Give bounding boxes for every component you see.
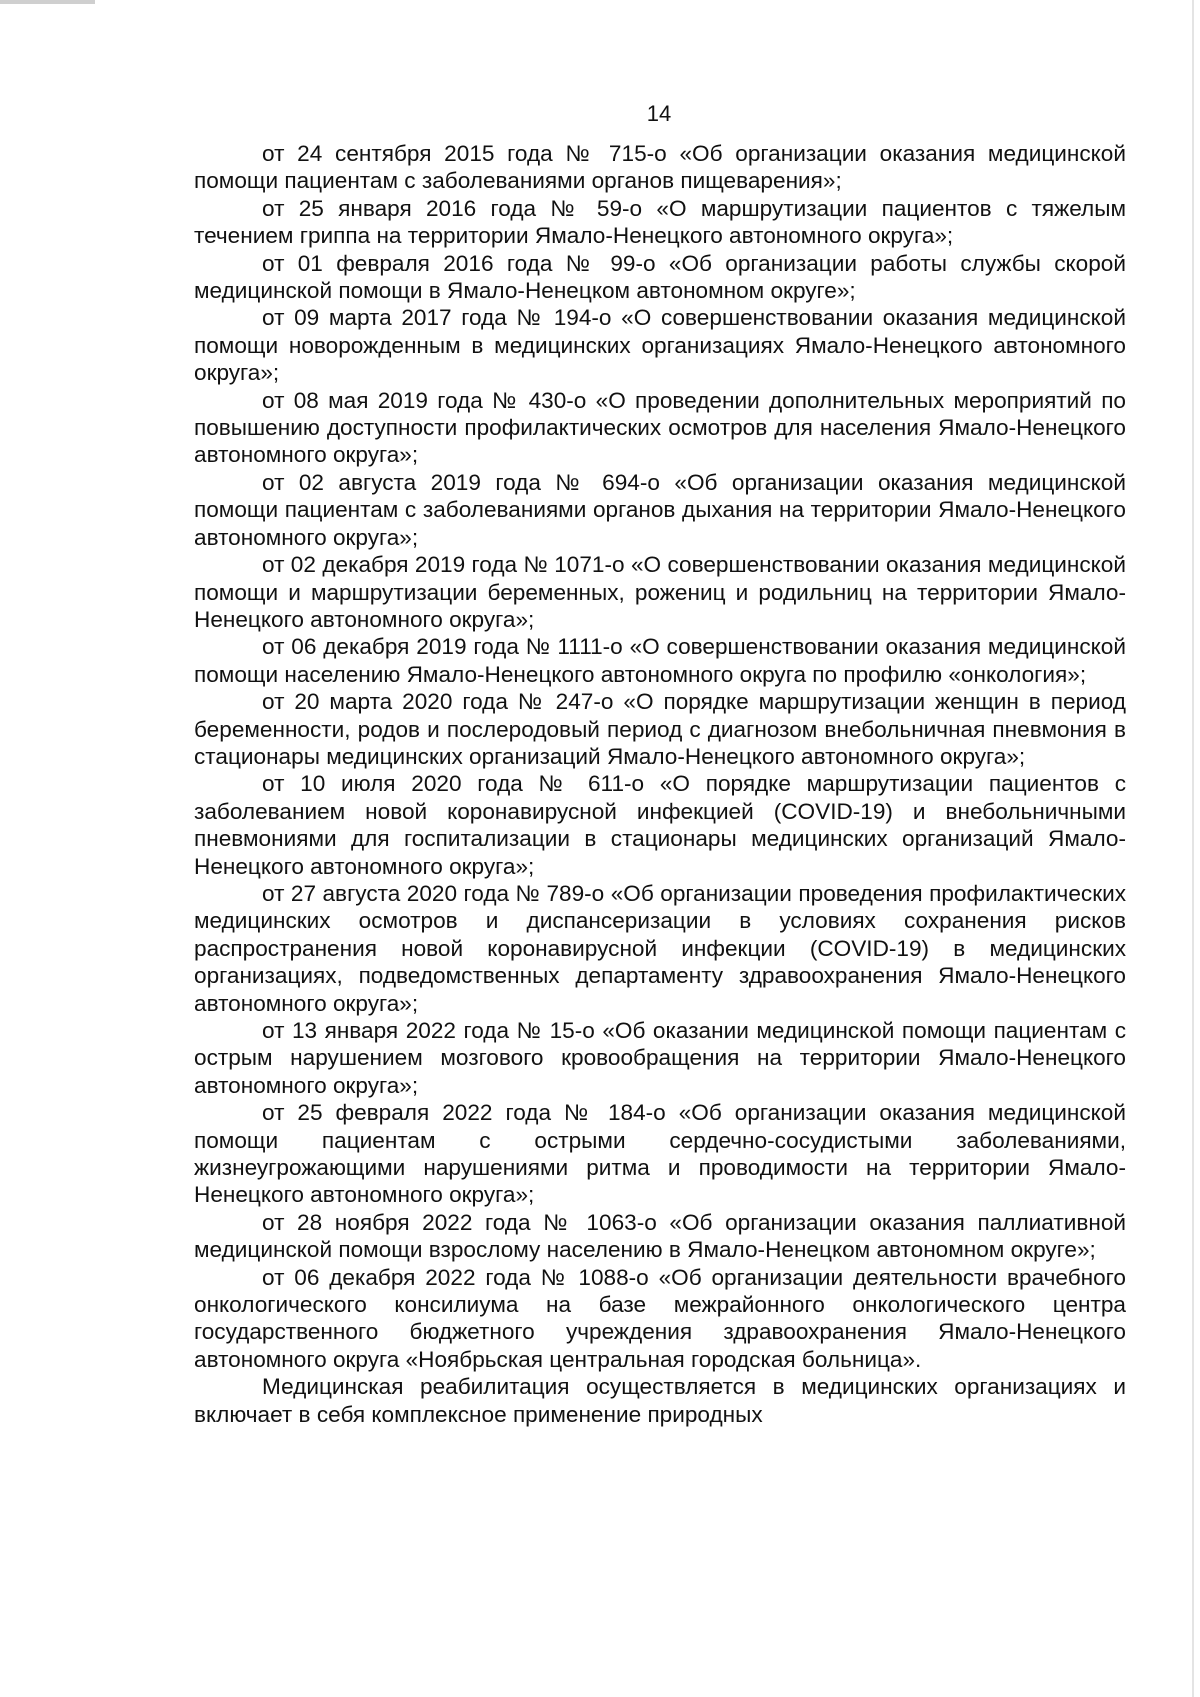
scan-artifact-edge: [1192, 0, 1194, 1697]
paragraph-order-15: от 13 января 2022 года № 15-о «Об оказании медицинской помощи пациентам с острым нарушением мозгового кровообращения на территории Ямало-Ненецкого автономного округа»;: [194, 1018, 1133, 1098]
paragraph-order-611: от 10 июля 2020 года № 611-о «О порядке маршрутизации пациентов с заболеванием новой коронавирусной инфекцией (COVID-19) и внебольничными пневмониями для госпитализации в стационары медицинских организаций Ямало-Ненецкого автономного округа»;: [194, 771, 1133, 879]
paragraph-order-789: от 27 августа 2020 года № 789-о «Об организации проведения профилактических медицинских осмотров и диспансеризации в условиях сохранения рисков распространения новой коронавирусной инфекции (COVID-19) в медицинских организациях, подведомственных департаменту здравоохранения Ямало-Ненецкого автономного округа»;: [194, 880, 1133, 1016]
paragraph-order-1111: от 06 декабря 2019 года № 1111-о «О совершенствовании оказания медицинской помощи населению Ямало-Ненецкого автономного округа по профилю «онкология»;: [194, 634, 1133, 687]
document-body: [194, 140, 1133, 1428]
paragraph-order-430: от 08 мая 2019 года № 430-о «О проведении дополнительных мероприятий по повышению доступности профилактических осмотров для населения Ямало-Ненецкого автономного округа»;: [194, 387, 1133, 468]
paragraph-order-184: от 25 февраля 2022 года № 184-о «Об организации оказания медицинской помощи пациентам с острыми сердечно-сосудистыми заболеваниями, жизнеугрожающими нарушениями ритма и проводимости на территории Ямало-Ненецкого автономного округа»;: [194, 1100, 1133, 1208]
paragraph-order-59: от 25 января 2016 года № 59-о «О маршрутизации пациентов с тяжелым течением гриппа на территории Ямало-Ненецкого автономного округа»;: [194, 195, 1133, 249]
paragraph-order-99: от 01 февраля 2016 года № 99-о «Об организации работы службы скорой медицинской помощи в Ямало-Ненецком автономном округе»;: [194, 250, 1133, 304]
paragraph-order-247: от 20 марта 2020 года № 247-о «О порядке маршрутизации женщин в период беременности, родов и послеродовый период с диагнозом внебольничная пневмония в стационары медицинских организаций Ямало-Ненецкого автономного округа»;: [194, 689, 1133, 769]
paragraph-rehabilitation: Медицинская реабилитация осуществляется в медицинских организациях и включает в себя комплексное применение природных: [194, 1374, 1133, 1427]
paragraph-order-194: от 09 марта 2017 года № 194-о «О совершенствовании оказания медицинской помощи новорожденным в медицинских организациях Ямало-Ненецкого автономного округа»;: [194, 305, 1133, 386]
paragraph-order-1071: от 02 декабря 2019 года № 1071-о «О совершенствовании оказания медицинской помощи и маршрутизации беременных, рожениц и родильниц на территории Ямало-Ненецкого автономного округа»;: [194, 552, 1133, 632]
page-number: 14: [646, 101, 672, 126]
paragraph-order-1063: от 28 ноября 2022 года № 1063-о «Об организации оказания паллиативной медицинской помощи взрослому населению в Ямало-Ненецком автономном округе»;: [194, 1209, 1133, 1263]
paragraph-order-1088: от 06 декабря 2022 года № 1088-о «Об организации деятельности врачебного онкологического консилиума на базе межрайонного онкологического центра государственного бюджетного учреждения здравоохранения Ямало-Ненецкого автономного округа «Ноябрьская центральная городская больница».: [194, 1264, 1133, 1372]
paragraph-order-694: от 02 августа 2019 года № 694-о «Об организации оказания медицинской помощи пациентам с заболеваниями органов дыхания на территории Ямало-Ненецкого автономного округа»;: [194, 469, 1133, 550]
scan-artifact-corner: [0, 0, 95, 4]
paragraph-order-715: от 24 сентября 2015 года № 715-о «Об организации оказания медицинской помощи пациентам с заболеваниями органов пищеварения»;: [194, 141, 1133, 194]
